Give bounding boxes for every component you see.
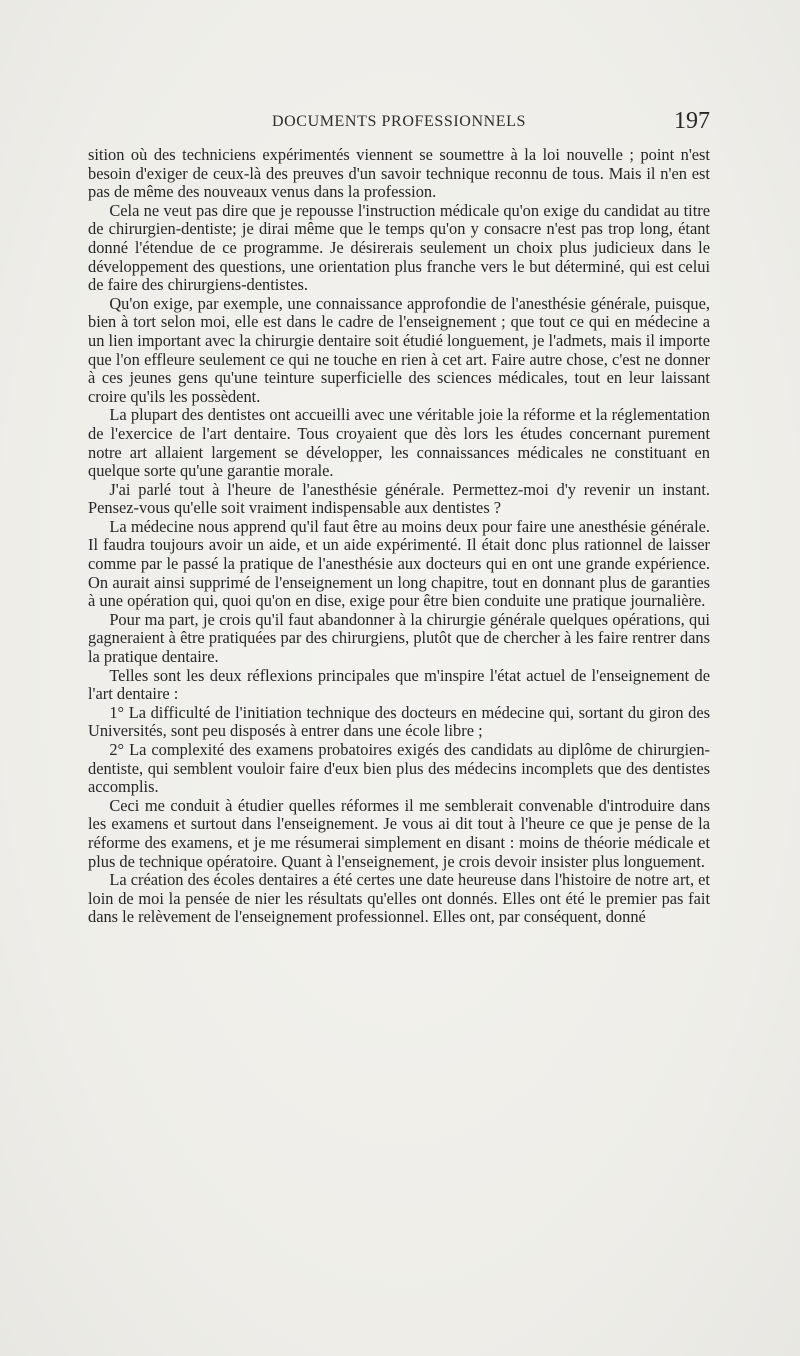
paragraph: Telles sont les deux réflexions principales que m'inspire l'état actuel de l'enseignement de l'art dentaire : bbox=[88, 665, 710, 704]
list-item: 2° La complexité des examens probatoires exigés des candidats au diplôme de chirurgien-dentiste, qui semblent vouloir faire d'eux bien plus des médecins incomplets que des dentistes accomplis. bbox=[88, 740, 710, 797]
paragraph: Qu'on exige, par exemple, une connaissance approfondie de l'anesthésie générale, puisque, bien à tort selon moi, elle est dans le cadre de l'enseignement ; que tout ce qui en médecine a un lien important avec la chirurgie dentaire soit étudié longuement, je l'admets, mais il importe que l'on effleure seulement ce qui ne touche en rien à cet art. Faire autre chose, c'est ne donner à ces jeunes gens qu'une teinture superficielle des sciences médicales, tout en leur laissant croire qu'ils les possèdent. bbox=[88, 293, 710, 406]
paragraph: Ceci me conduit à étudier quelles réformes il me semblerait convenable d'introduire dans les examens et surtout dans l'enseignement. Je vous ai dit tout à l'heure ce que je pense de la réforme des examens, et je me résumerai simplement en disant : moins de théorie médicale et plus de technique opératoire. Quant à l'enseignement, je crois devoir insister plus longuement. bbox=[88, 795, 710, 871]
paragraph: La création des écoles dentaires a été certes une date heureuse dans l'histoire de notre art, et loin de moi la pensée de nier les résultats qu'elles ont donnés. Elles ont été le premier pas fait dans le relèvement de l'enseignement professionnel. Elles ont, par conséquent, donné bbox=[88, 870, 710, 927]
paragraph: sition où des techniciens expérimentés viennent se soumettre à la loi nouvelle ; point n'est besoin d'exiger de ceux-là des preuves d'un savoir technique reconnu de tous. Mais il n'en est pas de même des nouveaux venus dans la profession. bbox=[88, 145, 710, 202]
paragraph: J'ai parlé tout à l'heure de l'anesthésie générale. Permettez-moi d'y revenir un instant. Pensez-vous qu'elle soit vraiment indispensable aux dentistes ? bbox=[88, 479, 710, 518]
paragraph: Pour ma part, je crois qu'il faut abandonner à la chirurgie générale quelques opérations, qui gagneraient à être pratiquées par des chirurgiens, plutôt que de chercher à les faire rentrer dans la pratique dentaire. bbox=[88, 609, 710, 667]
paragraph: La médecine nous apprend qu'il faut être au moins deux pour faire une anesthésie générale. Il faudra toujours avoir un aide, et un aide expérimenté. Il était donc plus rationnel de laisser comme par le passé la pratique de l'anesthésie aux docteurs qui en ont une grande expérience. On aurait ainsi supprimé de l'enseignement un long chapitre, tout en donnant plus de garanties à une opération qui, quoi qu'on en dise, exige pour être bien conduite une pratique journalière. bbox=[88, 516, 710, 611]
paragraph: La plupart des dentistes ont accueilli avec une véritable joie la réforme et la réglementation de l'exercice de l'art dentaire. Tous croyaient que dès lors les études concernant purement notre art allaient largement se développer, les connaissances médicales ne constituant en quelque sorte qu'une garantie morale. bbox=[88, 405, 710, 481]
running-head bbox=[88, 108, 710, 138]
list-item: 1° La difficulté de l'initiation technique des docteurs en médecine qui, sortant du giron des Universités, sont peu disposés à entrer dans une école libre ; bbox=[88, 702, 710, 741]
body-text bbox=[88, 146, 710, 927]
page-number: 197 bbox=[674, 108, 710, 134]
running-title: DOCUMENTS PROFESSIONNELS bbox=[272, 113, 526, 130]
paragraph: Cela ne veut pas dire que je repousse l'instruction médicale qu'on exige du candidat au titre de chirurgien-dentiste; je dirai même que le temps qu'on y consacre n'est pas trop long, étant donné l'étendue de ce programme. Je désirerais seulement un choix plus judicieux dans le développement des questions, une orientation plus franche vers le but déterminé, qui est celui de faire des chirurgiens-dentistes. bbox=[88, 200, 710, 295]
